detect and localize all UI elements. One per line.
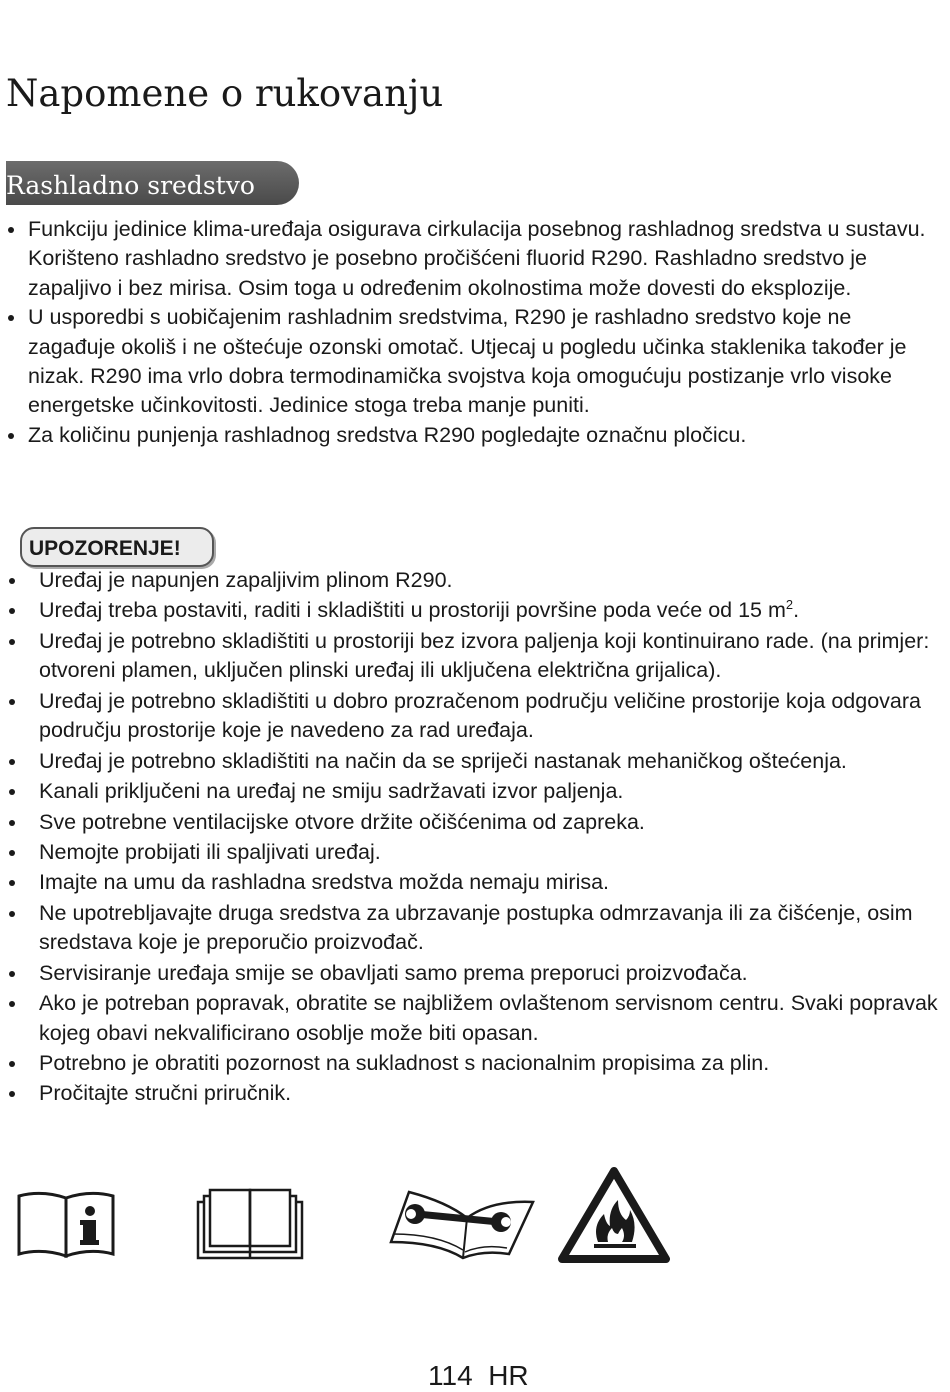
list-item: Uređaj je potrebno skladištiti na način da se spriječi nastanak mehaničkog oštećenja. <box>39 747 939 777</box>
language-code: HR <box>488 1360 529 1391</box>
section-header-refrigerant <box>6 161 299 205</box>
page-title: Napomene o rukovanju <box>6 72 444 115</box>
warning-badge <box>20 527 214 567</box>
operator-manual-icon <box>195 1186 305 1262</box>
warning-list <box>39 566 939 1110</box>
service-manual-icon <box>387 1184 535 1262</box>
list-item: Ako je potreban popravak, obratite se najbližem ovlaštenom servisnom centru. Svaki popravak kojeg obavi nekvalificirano osoblje može biti opasan. <box>39 989 939 1048</box>
list-item: Nemojte probijati ili spaljivati uređaj. <box>39 838 939 868</box>
warning-label: UPOZORENJE! <box>29 537 181 560</box>
area-exponent: 2 <box>785 597 794 613</box>
list-item: Pročitajte stručni priručnik. <box>39 1079 939 1109</box>
info-manual-icon <box>16 1188 116 1262</box>
refrigerant-list <box>28 215 933 450</box>
list-item: Uređaj je potrebno skladištiti u prostoriji bez izvora paljenja koji kontinuirano rade. (na primjer: otvoreni plamen, uključen plinski uređaj ili uključena električna grijalica). <box>39 627 939 686</box>
list-item-text: Uređaj treba postaviti, raditi i skladištiti u prostoriji površine poda veće od 15 m <box>39 598 786 623</box>
list-item: Sve potrebne ventilacijske otvore držite očišćenima od zapreka. <box>39 808 939 838</box>
list-item <box>39 596 939 626</box>
page-footer <box>428 1360 529 1392</box>
list-item-suffix: . <box>793 598 800 623</box>
list-item: Funkciju jedinice klima-uređaja osigurava cirkulacija posebnog rashladnog sredstva u sustavu. Korišteno rashladno sredstvo je posebno pročišćeni fluorid R290. Rashladno sredstvo je zapaljivo i bez mirisa. Osim toga u određenim okolnostima može dovesti do eksplozije. <box>28 215 933 303</box>
list-item: U usporedbi s uobičajenim rashladnim sredstvima, R290 je rashladno sredstvo koje ne zagađuje okoliš i ne oštećuje ozonski omotač. Utjecaj u pogledu učinka staklenika također je nizak. R290 ima vrlo dobra termodinamička svojstva koja omogućuju postizanje vrlo visoke energetske učinkovitosti. Jedinice stoga treba manje puniti. <box>28 303 933 421</box>
list-item: Ne upotrebljavajte druga sredstva za ubrzavanje postupka odmrzavanja ili za čišćenje, osim sredstava koje je preporučio proizvođač. <box>39 899 939 958</box>
list-item: Za količinu punjenja rashladnog sredstva R290 pogledajte označnu pločicu. <box>28 421 933 450</box>
list-item: Potrebno je obratiti pozornost na sukladnost s nacionalnim propisima za plin. <box>39 1049 939 1079</box>
list-item: Uređaj je potrebno skladištiti u dobro prozračenom području veličine prostorije koja odgovara području prostorije koje je navedeno za rad uređaja. <box>39 687 939 746</box>
list-item: Servisiranje uređaja smije se obavljati samo prema preporuci proizvođača. <box>39 959 939 989</box>
list-item: Uređaj je napunjen zapaljivim plinom R290. <box>39 566 939 596</box>
section-title: Rashladno sredstvo <box>6 171 255 200</box>
page-number: 114 <box>428 1360 473 1391</box>
list-item: Kanali priključeni na uređaj ne smiju sadržavati izvor paljenja. <box>39 777 939 807</box>
list-item: Imajte na umu da rashladna sredstva možda nemaju mirisa. <box>39 868 939 898</box>
flammable-warning-icon <box>558 1166 670 1264</box>
